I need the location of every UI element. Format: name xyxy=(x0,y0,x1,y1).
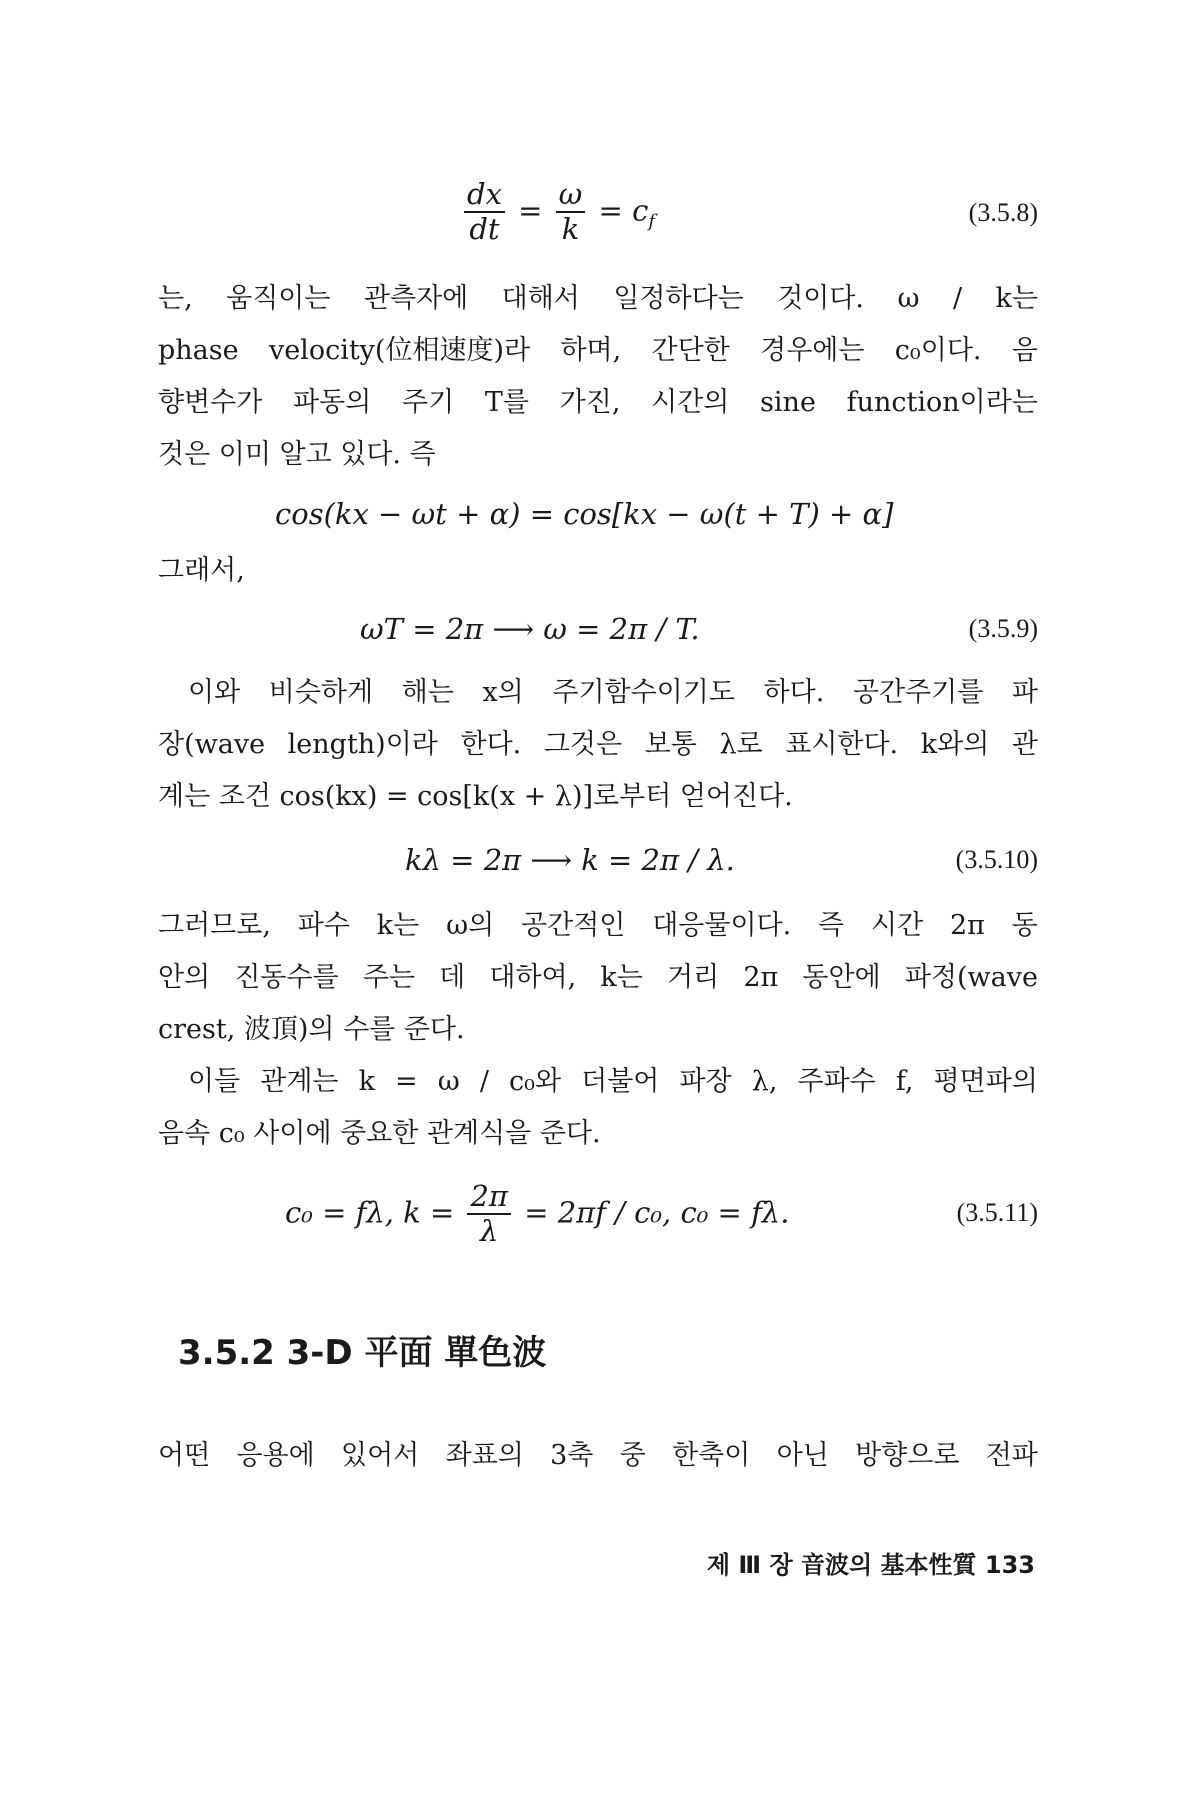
word: 해는 xyxy=(401,677,454,708)
fraction-2pi-lambda xyxy=(467,1180,511,1249)
word: 데 xyxy=(439,962,466,993)
word: 3축 xyxy=(550,1440,594,1471)
word: 좌표의 xyxy=(445,1440,524,1471)
word: 2π xyxy=(950,910,985,941)
word: 시간의 xyxy=(651,387,730,418)
equation-rhs: = c xyxy=(598,193,649,228)
paragraph-line xyxy=(188,677,1038,709)
paragraph-line xyxy=(158,283,1038,315)
paragraph-line: 계는 조건 cos(kx) = cos[k(x + λ)]로부터 얻어진다. xyxy=(158,781,793,812)
paragraph-line: 음속 c₀ 사이에 중요한 관계식을 준다. xyxy=(158,1118,601,1149)
word: 향변수가 xyxy=(158,387,263,418)
word: ω xyxy=(897,283,920,314)
equation-part: c₀ = fλ, k = xyxy=(285,1195,455,1230)
equation-number-3-5-8: (3.5.8) xyxy=(968,198,1038,227)
word: 간단한 xyxy=(651,335,730,366)
fraction-denominator: λ xyxy=(480,1214,499,1249)
word: = xyxy=(395,1066,418,1097)
equation-number-3-5-9: (3.5.9) xyxy=(968,614,1038,643)
word: 는, xyxy=(158,283,193,314)
paragraph-line xyxy=(158,729,1038,761)
word: 파동의 xyxy=(293,387,372,418)
word: k는 xyxy=(376,910,420,941)
word: 중 xyxy=(619,1440,646,1471)
word: 동안에 xyxy=(802,962,881,993)
word: 음 xyxy=(1011,335,1038,366)
paragraph-line: crest, 波頂)의 수를 준다. xyxy=(158,1014,465,1045)
word: 표시한다. xyxy=(785,729,899,760)
equation-number-3-5-10: (3.5.10) xyxy=(955,845,1038,874)
word: 보통 xyxy=(644,729,697,760)
word: 관계는 xyxy=(260,1066,339,1097)
word: length)이라 xyxy=(287,729,438,760)
word: λ로 xyxy=(719,729,763,760)
paragraph-line xyxy=(158,1440,1038,1472)
word: 파정(wave xyxy=(904,962,1038,993)
word: 파장 xyxy=(679,1066,732,1097)
fraction-omega-k xyxy=(556,178,586,247)
word: 일정하다는 xyxy=(613,283,744,314)
word: k는 xyxy=(995,283,1038,314)
word: 동 xyxy=(1011,910,1038,941)
word: 더불어 xyxy=(581,1066,660,1097)
word: sine xyxy=(760,387,816,418)
word: k와의 xyxy=(920,729,990,760)
word: ω xyxy=(437,1066,460,1097)
word: 이들 xyxy=(188,1066,241,1097)
word: 응용에 xyxy=(236,1440,315,1471)
fraction-denominator: k xyxy=(561,212,580,247)
word: 있어서 xyxy=(341,1440,420,1471)
word: 대하여, xyxy=(489,962,577,993)
word: 한축이 xyxy=(672,1440,751,1471)
fraction-numerator: dx xyxy=(464,178,505,213)
word: phase xyxy=(158,335,239,366)
word: 공간주기를 xyxy=(852,677,984,708)
word: 진동수를 xyxy=(234,962,339,993)
word: / xyxy=(952,283,963,314)
word: k는 xyxy=(600,962,643,993)
word: λ, xyxy=(751,1066,778,1097)
word: 한다. xyxy=(460,729,522,760)
word: 경우에는 xyxy=(760,335,865,366)
word: 파 xyxy=(1011,677,1038,708)
section-heading: 3.5.2 3-D 平面 單色波 xyxy=(178,1333,547,1373)
subscript-f: f xyxy=(648,211,655,233)
word: 하다. xyxy=(763,677,825,708)
word: 비슷하게 xyxy=(268,677,374,708)
word: 움직이는 xyxy=(226,283,331,314)
word: 그러므로, xyxy=(158,910,271,941)
word: c₀이다. xyxy=(894,335,982,366)
word: 방향으로 xyxy=(855,1440,960,1471)
equation-3-5-10: kλ = 2π ⟶ k = 2π / λ. xyxy=(405,843,735,877)
word: T를 xyxy=(484,387,529,418)
paragraph-line xyxy=(188,1066,1038,1098)
word: / xyxy=(479,1066,489,1097)
word: 것이다. xyxy=(777,283,865,314)
page-footer: 제 Ⅲ 장 音波의 基本性質 133 xyxy=(706,1551,1035,1579)
word: 장(wave xyxy=(158,729,266,760)
paragraph-line xyxy=(158,335,1038,367)
word: 2π xyxy=(743,962,779,993)
word: 주기함수이기도 xyxy=(552,677,735,708)
paragraph-line xyxy=(158,910,1038,942)
word: 이와 xyxy=(188,677,241,708)
word: 공간적인 xyxy=(521,910,626,941)
equation-part: = 2πf / c₀, c₀ = fλ. xyxy=(524,1195,790,1230)
word: 대응물이다. xyxy=(652,910,792,941)
fraction-dx-dt xyxy=(464,178,505,247)
word: 주기 xyxy=(401,387,455,418)
equation-number-3-5-11: (3.5.11) xyxy=(956,1198,1038,1227)
equation-3-5-8 xyxy=(460,178,655,247)
paragraph-line: 것은 이미 알고 있다. 즉 xyxy=(158,439,436,470)
equals-sign: = xyxy=(518,193,543,228)
word: 하며, xyxy=(560,335,622,366)
word: 관측자에 xyxy=(363,283,469,314)
equation-3-5-11 xyxy=(285,1180,789,1249)
word: k xyxy=(358,1066,375,1097)
word: 전파 xyxy=(985,1440,1038,1471)
word: 대해서 xyxy=(501,283,580,314)
paragraph-line xyxy=(158,962,1038,994)
word: 아닌 xyxy=(776,1440,829,1471)
word: 어떤 xyxy=(158,1440,211,1471)
word: 평면파의 xyxy=(933,1066,1038,1097)
fraction-denominator: dt xyxy=(469,212,500,247)
word: 가진, xyxy=(559,387,621,418)
word: velocity(位相速度)라 xyxy=(268,335,531,366)
word: c₀와 xyxy=(509,1066,562,1097)
word: 즉 xyxy=(818,910,845,941)
word: 파수 xyxy=(297,910,350,941)
word: 주파수 xyxy=(797,1066,876,1097)
word: 관 xyxy=(1011,729,1038,760)
fraction-numerator: ω xyxy=(556,178,586,213)
fraction-numerator: 2π xyxy=(467,1180,511,1215)
word: ω의 xyxy=(446,910,495,941)
word: function이라는 xyxy=(846,387,1038,418)
word: x의 xyxy=(482,677,524,708)
word: 그것은 xyxy=(543,729,623,760)
word: 주는 xyxy=(362,962,415,993)
equation-cos-identity: cos(kx − ωt + α) = cos[kx − ω(t + T) + α] xyxy=(275,497,894,531)
paragraph-line xyxy=(158,387,1038,419)
equation-3-5-9: ωT = 2π ⟶ ω = 2π / T. xyxy=(360,612,700,646)
word: 거리 xyxy=(667,962,720,993)
word: 시간 xyxy=(870,910,924,941)
word: f, xyxy=(895,1066,914,1097)
paragraph-line: 그래서, xyxy=(158,555,245,586)
word: 안의 xyxy=(158,962,211,993)
